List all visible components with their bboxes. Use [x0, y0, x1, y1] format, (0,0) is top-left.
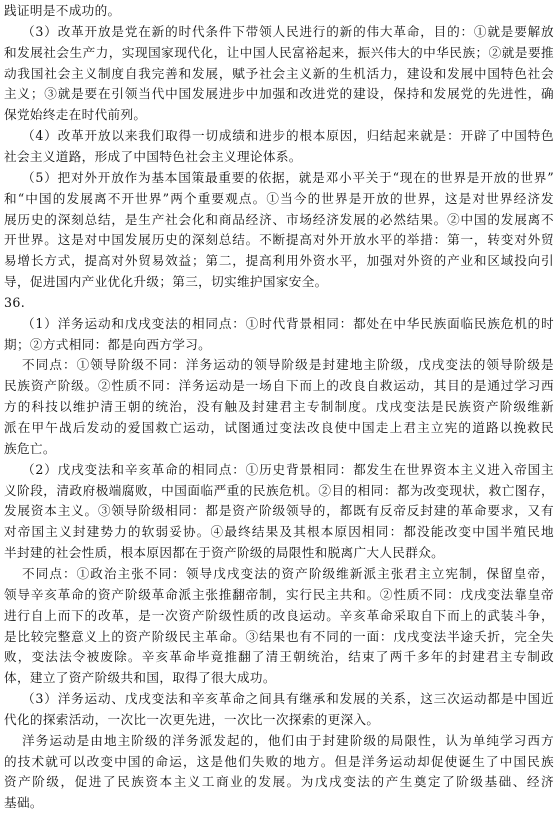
text-line: 洋务运动是由地主阶级的洋务派发起的，他们由于封建阶级的局限性，认为单纯学习西方 [22, 732, 554, 748]
text-line: 易增长方式，提高对外贸易效益；第二，提高利用外资水平，加强对外资的产业和区域投向引 [4, 253, 554, 269]
text-line: 期；②方式相同：都是向西方学习。 [4, 336, 212, 352]
text-line: （5）把对外开放作为基本国策最重要的依据，就是邓小平关于“现在的世界是开放的世界” [22, 169, 554, 185]
text-line: 领导辛亥革命的资产阶级革命派主张推翻帝制，实行民主共和。②性质不同：戊戌变法靠皇帝 [4, 586, 554, 602]
text-line: 基础。 [4, 795, 43, 811]
text-line: 体，建立了资产阶级共和国，取得了很大成功。 [4, 670, 276, 686]
text-line: 36. [4, 294, 26, 310]
text-line: 社会主义道路，形成了中国特色社会主义理论体系。 [4, 148, 302, 164]
text-line: 方的科技以维护清王朝的统治，没有触及封建君主专制制度。戊戌变法是民族资产阶级维新 [4, 399, 554, 415]
text-line: （2）戊戌变法和辛亥革命的相同点：①历史背景相同：都发生在世界资本主义进入帝国主 [22, 461, 554, 477]
text-line: （3）洋务运动、戊戌变法和辛亥革命之间具有继承和发展的关系，这三次运动都是中国近 [22, 691, 554, 707]
text-line: 败，变法法令被废除。辛亥革命毕竟推翻了清王朝统治，结束了两千多年的封建君主专制政 [4, 649, 554, 665]
text-line: 开世界。这是对中国发展历史的深刻总结。不断提高对外开放水平的举措：第一，转变对外贸 [4, 232, 554, 248]
text-line: 发展资本主义。③领导阶级相同：都是资产阶级领导的，都既有反帝反封建的革命要求，又有 [4, 503, 554, 519]
text-line: （4）改革开放以来我们取得一切成绩和进步的根本原因，归结起来就是：开辟了中国特色 [22, 128, 554, 144]
text-line: 不同点：①政治主张不同：领导戊戌变法的资产阶级维新派主张君主立宪制，保留皇帝， [22, 565, 554, 581]
text-line: 半封建的社会性质，根本原因都在于资产阶级的局限性和脱离广大人民群众。 [4, 545, 445, 561]
text-line: （3）改革开放是党在新的时代条件下带领人民进行的新的伟大革命，目的：①就是要解放 [22, 23, 554, 39]
text-line: 展历史的深刻总结，是生产社会化和商品经济、市场经济发展的必然结果。②中国的发展离不 [4, 211, 554, 227]
text-line: 和“中国的发展离不开世界”两个重要观点。①当今的世界是开放的世界，这是对世界经济发 [4, 190, 554, 206]
text-line: 不同点：①领导阶级不同：洋务运动的领导阶级是封建地主阶级，戊戌变法的领导阶级是 [22, 357, 554, 373]
text-line: 代化的探索活动，一次比一次更先进，一次比一次探索的更深入。 [4, 711, 380, 727]
text-line: 践证明是不成功的。 [4, 3, 121, 18]
text-line: 对帝国主义封建势力的软弱妥协。④最终结果及其根本原因相同：都没能改变中国半殖民地 [4, 524, 554, 540]
text-line: 进行自上而下的改革，是一次资产阶级性质的改良运动。辛亥革命采取自下而上的武装斗争， [4, 607, 554, 623]
text-line: 保党始终走在时代前列。 [4, 107, 147, 123]
text-line: 义阶段，清政府极端腐败，中国面临严重的民族危机。②目的相同：都为改变现状，救亡图存， [4, 482, 554, 498]
text-line: 族危亡。 [4, 440, 56, 456]
text-line: 是比较完整意义上的资产阶级民主革命。③结果也有不同的一面：戊戌变法半途夭折，完全失 [4, 628, 554, 644]
text-line: 资产阶级，促进了民族资本主义工商业的发展。为戊戌变法的产生奠定了阶级基础、经济 [4, 774, 554, 790]
text-line: 动我国社会主义制度自我完善和发展，赋予社会主义新的生机活力，建设和发展中国特色社会 [4, 65, 554, 81]
text-line: 导，促进国内产业优化升级；第三，切实维护国家安全。 [4, 274, 328, 290]
text-line: （1）洋务运动和戊戌变法的相同点：①时代背景相同：都处在中华民族面临民族危机的时 [22, 315, 554, 331]
text-line: 的技术就可以改变中国的命运，这是他们失败的地方。但是洋务运动却促使诞生了中国民族 [4, 753, 554, 769]
text-line: 派在甲午战后发动的爱国救亡运动，试图通过变法改良使中国走上君主立宪的道路以挽救民 [4, 420, 554, 435]
text-line: 民族资产阶级。②性质不同：洋务运动是一场自下而上的改良自救运动，其目的是通过学习西 [4, 378, 554, 394]
text-line: 主义；③就是要在引领当代中国发展进步中加强和改进党的建设，保持和发展党的先进性，确 [4, 86, 554, 102]
text-line: 和发展社会生产力，实现国家现代化，让中国人民富裕起来，振兴伟大的中华民族；②就是要推 [4, 44, 554, 60]
